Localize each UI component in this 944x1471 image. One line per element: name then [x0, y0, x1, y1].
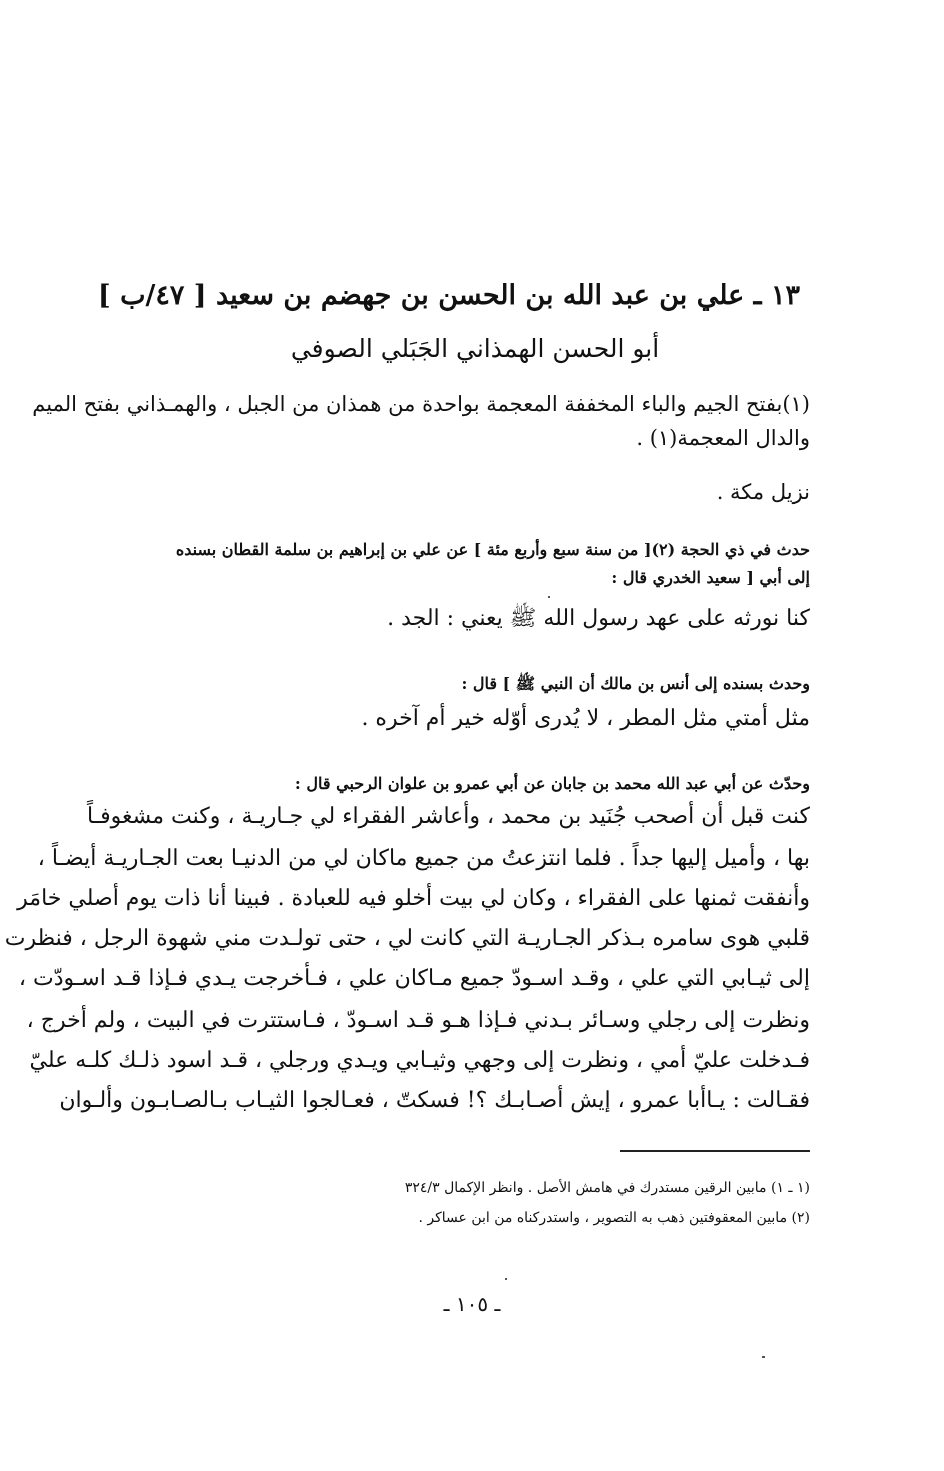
hadith-matn: كنا نورثه على عهد رسول الله ﷺ يعني : الجد . [387, 606, 810, 631]
story-line: إلى ثيـابي التي علي ، وقـد اسـودّ جميع مـاكان علي ، فـأخرجت يـدي فـإذا قـد اسـودّت ، [18, 966, 810, 991]
story-line: وأنفقت ثمنها على الفقراء ، وكان لي بيت أخلو فيه للعبادة . فبينا أنا ذات يوم أصلي خامَر [17, 886, 810, 911]
story-line: قلبي هوى سامره بـذكر الجـاريـة التي كانت لي ، حتى تولـدت مني شهوة الرجل ، فنظرت [4, 926, 810, 951]
story-line: فـدخلت عليّ أمي ، ونظرت إلى وجهي وثيـابي ويـدي ورجلي ، قـد اسود ذلـك كلـه عليّ [29, 1048, 810, 1073]
hadith-isnad-line: وحدث بسنده إلى أنس بن مالك أن النبي ﷺ ] قال : [461, 674, 810, 693]
story-line: ونظرت إلى رجلي وسـائر بـدني فـإذا هـو قـد اسـودّ ، فـاستترت في البيت ، ولم أخرج ، [26, 1008, 810, 1033]
story-line: فقـالت : يـاأبا عمرو ، إيش أصـابـك ؟! فسكتّ ، فعـالجوا الثيـاب بـالصـابـون وألـوان [59, 1088, 810, 1113]
footnote: (٢) مابين المعقوفتين ذهب به التصوير ، واستدركناه من ابن عساكر . [418, 1210, 810, 1226]
intro-line: (١)بفتح الجيم والباء المخففة المعجمة بواحدة من همذان من الجبل ، والهمـذاني بفتح الميم [32, 392, 810, 416]
entry-title: ١٣ ـ علي بن عبد الله بن الحسن بن جهضم بن سعيد [ ٤٧/ب ] [97, 280, 800, 311]
intro-line: والدال المعجمة(١) . [636, 426, 810, 450]
entry-subtitle: أبو الحسن الهمذاني الجَبَلي الصوفي [290, 334, 660, 363]
hadith-isnad-line: إلى أبي [ سعيد الخدري قال : [611, 568, 810, 587]
footnote: (١ ـ ١) مابين الرقين مستدرك في هامش الأصل . وانظر الإكمال ٣٢٤/٣ [404, 1180, 810, 1196]
hadith-matn: مثل أمتي مثل المطر ، لا يُدرى أوّله خير أم آخره . [361, 706, 810, 731]
footnote-divider [620, 1150, 810, 1152]
scan-speck [548, 596, 550, 598]
story-line: كنت قبل أن أصحب جُنَيد بن محمد ، وأعاشر الفقراء لي جـاريـة ، وكنت مشغوفـاً [86, 804, 810, 829]
story-isnad: وحدّث عن أبي عبد الله محمد بن جابان عن أبي عمرو بن علوان الرحبي قال : [294, 774, 810, 793]
page-number: ـ ١٠٥ ـ [443, 1292, 501, 1316]
scan-speck [505, 1278, 507, 1280]
residence-line: نزيل مكة . [716, 480, 810, 504]
scan-speck [762, 1356, 765, 1358]
story-line: بها ، وأميل إليها جداً . فلما انتزعتُ من جميع ماكان لي من الدنيـا بعت الجـاريـة أيضـاً ، [37, 846, 810, 871]
hadith-isnad-line: حدث في ذي الحجة (٢)[ من سنة سبع وأربع مئة ] عن علي بن إبراهيم بن سلمة القطان بسنده [175, 540, 810, 559]
